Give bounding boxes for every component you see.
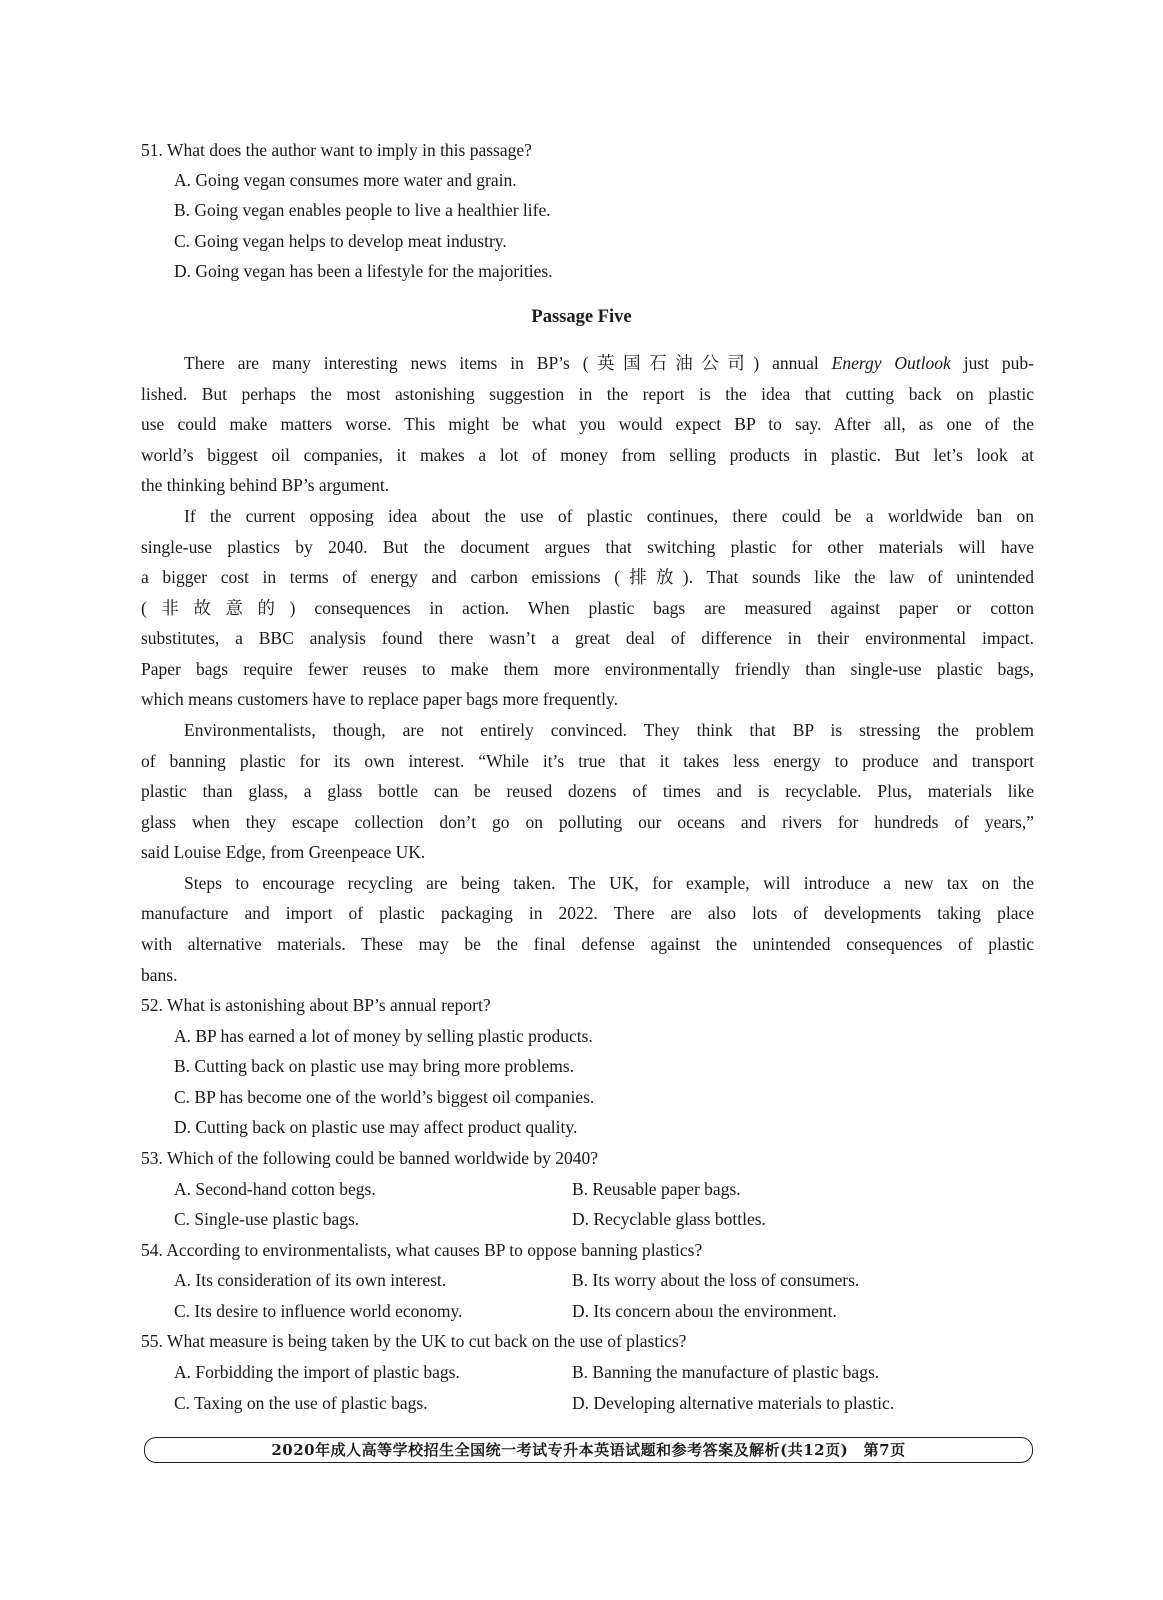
passage-title: Passage Five xyxy=(531,307,632,327)
paragraph-3-line-1: Environmentalists, though, are not entirely convinced. They think that BP is stressing the problem xyxy=(184,720,1034,740)
question-55: 55. What measure is being taken by the UK to cut back on the use of plastics? xyxy=(141,1331,687,1351)
page-footer: 2020年成人高等学校招生全国统一考试专升本英语试题和参考答案及解析(共12页) 第7页 xyxy=(144,1437,1033,1463)
q51-option-b: B. Going vegan enables people to live a healthier life. xyxy=(174,200,551,220)
q52-option-c: C. BP has become one of the world’s biggest oil companies. xyxy=(174,1087,595,1107)
q54-option-b: B. Its worry about the loss of consumers. xyxy=(572,1270,860,1290)
q52-option-b: B. Cutting back on plastic use may bring more problems. xyxy=(174,1056,575,1076)
paragraph-4-line-3: with alternative materials. These may be the final defense against the unintended consequences of plastic xyxy=(141,934,1034,954)
paragraph-3-line-2: of banning plastic for its own interest. “While it’s true that it takes less energy to produce and transport xyxy=(141,751,1034,771)
q55-option-a: A. Forbidding the import of plastic bags. xyxy=(174,1362,460,1382)
question-51: 51. What does the author want to imply in this passage? xyxy=(141,140,532,160)
paragraph-1-line-1 xyxy=(184,352,1034,374)
q54-option-d: D. Its concern abouı the environment. xyxy=(572,1301,837,1321)
paragraph-2-line-4: (非故意的) consequences in action. When plastic bags are measured against paper or cotton xyxy=(141,598,1034,618)
paragraph-3-line-5: said Louise Edge, from Greenpeace UK. xyxy=(141,842,426,862)
q53-option-d: D. Recyclable glass bottles. xyxy=(572,1209,766,1229)
energy-outlook-title: Energy Outlook xyxy=(831,353,951,373)
p1-line1-post: just pub- xyxy=(950,353,1034,373)
paragraph-4-line-4: bans. xyxy=(141,965,178,985)
q51-option-a: A. Going vegan consumes more water and grain. xyxy=(174,170,517,190)
paragraph-3-line-3: plastic than glass, a glass bottle can be reused dozens of times and is recyclable. Plus, materials like xyxy=(141,781,1034,801)
question-52: 52. What is astonishing about BP’s annual report? xyxy=(141,995,491,1015)
paragraph-1-line-5: the thinking behind BP’s argument. xyxy=(141,475,390,495)
q52-option-d: D. Cutting back on plastic use may affect product quality. xyxy=(174,1117,578,1137)
q53-option-c: C. Single-use plastic bags. xyxy=(174,1209,360,1229)
paragraph-2-line-1: If the current opposing idea about the use of plastic continues, there could be a worldwide ban on xyxy=(184,506,1034,526)
q51-option-d: D. Going vegan has been a lifestyle for the majorities. xyxy=(174,261,553,281)
paragraph-3-line-4: glass when they escape collection don’t go on polluting our oceans and rivers for hundreds of years,” xyxy=(141,812,1034,832)
paragraph-2-line-7: which means customers have to replace paper bags more frequently. xyxy=(141,689,619,709)
paragraph-1-line-3: use could make matters worse. This might be what you would expect BP to say. After all, as one of the xyxy=(141,414,1034,434)
paragraph-2-line-6: Paper bags require fewer reuses to make them more environmentally friendly than single-use plastic bags, xyxy=(141,659,1034,679)
p1-line1-pre: There are many interesting news items in BP’s (英国石油公司) annual xyxy=(184,353,832,373)
q52-option-a: A. BP has earned a lot of money by selling plastic products. xyxy=(174,1026,593,1046)
paragraph-4-line-1: Steps to encourage recycling are being taken. The UK, for example, will introduce a new tax on the xyxy=(184,873,1034,893)
paragraph-1-line-4: world’s biggest oil companies, it makes a lot of money from selling products in plastic. But let’s look at xyxy=(141,445,1034,465)
q54-option-a: A. Its consideration of its own interest. xyxy=(174,1270,447,1290)
q51-option-c: C. Going vegan helps to develop meat industry. xyxy=(174,231,507,251)
paragraph-4-line-2: manufacture and import of plastic packaging in 2022. There are also lots of developments taking place xyxy=(141,903,1034,923)
q54-option-c: C. Its desire to influence world economy. xyxy=(174,1301,463,1321)
paragraph-1-line-2: lished. But perhaps the most astonishing suggestion in the report is the idea that cutting back on plastic xyxy=(141,384,1034,404)
q53-option-b: B. Reusable paper bags. xyxy=(572,1179,741,1199)
paragraph-2-line-5: substitutes, a BBC analysis found there wasn’t a great deal of difference in their environmental impact. xyxy=(141,628,1034,648)
paragraph-2-line-3: a bigger cost in terms of energy and carbon emissions (排放). That sounds like the law of unintended xyxy=(141,567,1034,587)
q55-option-b: B. Banning the manufacture of plastic bags. xyxy=(572,1362,880,1382)
paragraph-2-line-2: single-use plastics by 2040. But the document argues that switching plastic for other materials will have xyxy=(141,537,1034,557)
q55-option-d: D. Developing alternative materials to plastic. xyxy=(572,1393,895,1413)
question-54: 54. According to environmentalists, what causes BP to oppose banning plastics? xyxy=(141,1240,703,1260)
question-53: 53. Which of the following could be banned worldwide by 2040? xyxy=(141,1148,599,1168)
q55-option-c: C. Taxing on the use of plastic bags. xyxy=(174,1393,428,1413)
q53-option-a: A. Second-hand cotton begs. xyxy=(174,1179,376,1199)
